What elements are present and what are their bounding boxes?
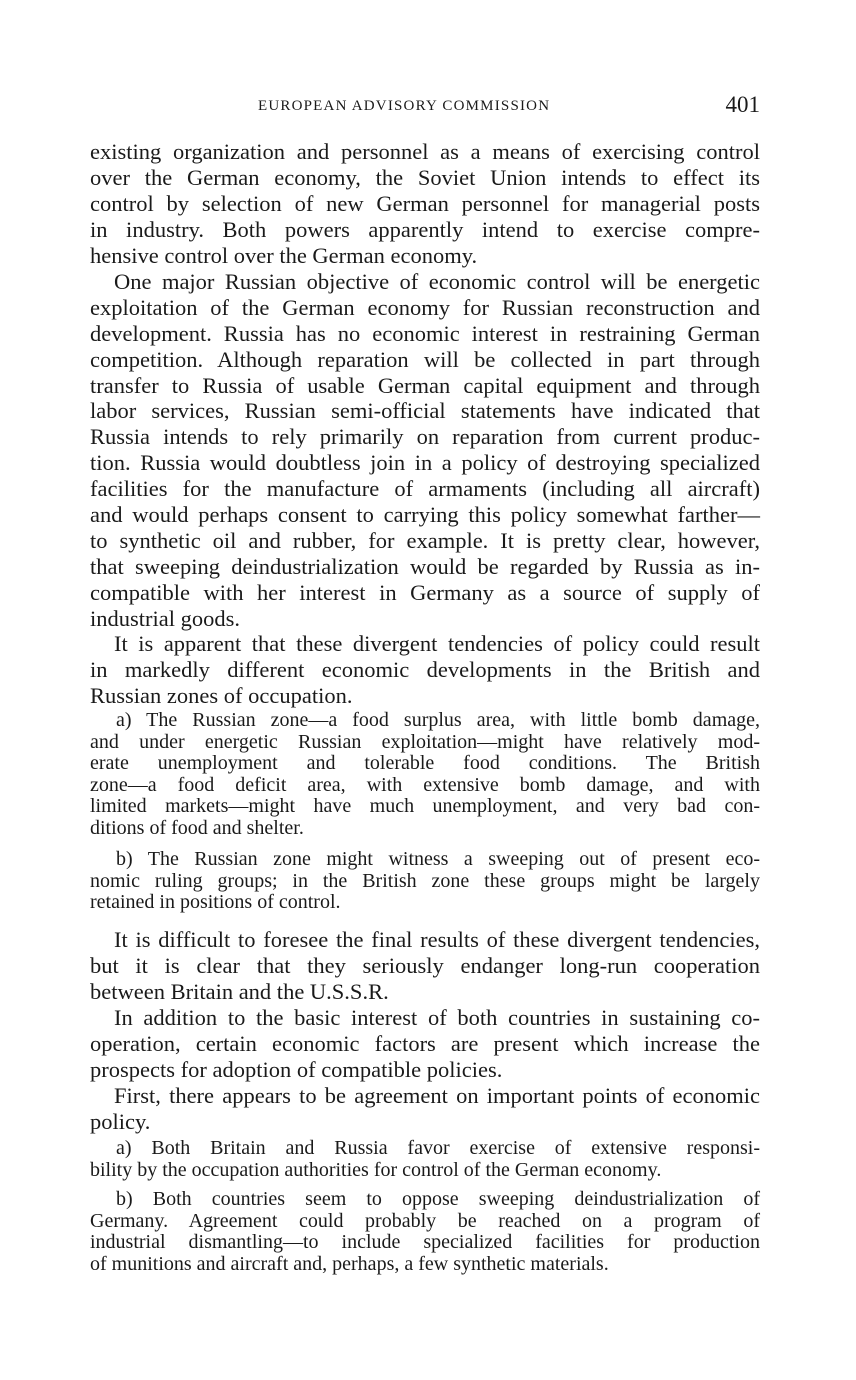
text-line: but it is clear that they seriously endanger long-run cooperation — [90, 952, 760, 978]
paragraph — [90, 927, 760, 1005]
paragraph — [90, 1083, 760, 1135]
text-line: bility by the occupation authorities for control of the German economy. — [90, 1158, 662, 1181]
list-item-b — [90, 1189, 760, 1275]
list-item-a — [90, 710, 760, 839]
text-line: erate unemployment and tolerable food conditions. The British — [90, 752, 760, 774]
text-line: facilities for the manufacture of armaments (including all aircraft) — [90, 476, 760, 502]
text-line: First, there appears to be agreement on important points of economic — [114, 1083, 760, 1108]
text-line: zone—a food deficit area, with extensive bomb damage, and with — [90, 773, 760, 796]
list-item-a — [90, 1138, 760, 1181]
text-line: operation, certain economic factors are present which increase the — [90, 1030, 760, 1056]
text-line: Russia intends to rely primarily on reparation from current produc- — [90, 424, 760, 450]
list-item-b — [90, 849, 760, 914]
text-line: compatible with her interest in Germany as a source of supply of — [90, 579, 760, 605]
running-header — [90, 92, 760, 122]
text-line: ditions of food and shelter. — [90, 816, 304, 839]
text-line: prospects for adoption of compatible policies. — [90, 1056, 503, 1082]
paragraph — [90, 1005, 760, 1083]
text-line: existing organization and personnel as a means of exercising control — [90, 139, 760, 164]
text-line: in markedly different economic developments in the British and — [90, 656, 760, 682]
text-line: competition. Although reparation will be collected in part through — [90, 346, 760, 372]
text-line: transfer to Russia of usable German capital equipment and through — [90, 372, 760, 398]
text-line: Russian zones of occupation. — [90, 682, 353, 708]
text-line: limited markets—might have much unemployment, and very bad con- — [90, 795, 760, 817]
text-line: between Britain and the U.S.S.R. — [90, 978, 389, 1004]
text-line: to synthetic oil and rubber, for example. It is pretty clear, however, — [90, 527, 760, 553]
text-line: tion. Russia would doubtless join in a policy of destroying specialized — [90, 450, 760, 476]
text-line: labor services, Russian semi-official statements have indicated that — [90, 398, 760, 424]
text-line: of munitions and aircraft and, perhaps, a few synthetic materials. — [90, 1252, 609, 1275]
text-line: Germany. Agreement could probably be reached on a program of — [90, 1209, 760, 1232]
running-title: EUROPEAN ADVISORY COMMISSION — [258, 98, 551, 114]
text-line: a) The Russian zone—a food surplus area, with little bomb damage, — [116, 709, 760, 731]
text-line: over the German economy, the Soviet Union intends to effect its — [90, 164, 760, 190]
text-line: nomic ruling groups; in the British zone these groups might be largely — [90, 869, 760, 892]
text-line: industrial dismantling—to include specialized facilities for production — [90, 1231, 760, 1253]
text-line: b) The Russian zone might witness a sweeping out of present eco- — [116, 848, 760, 870]
text-line: development. Russia has no economic interest in restraining German — [90, 320, 760, 346]
text-line: control by selection of new German personnel for managerial posts — [90, 190, 760, 216]
text-line: hensive control over the German economy. — [90, 242, 478, 268]
text-line: in industry. Both powers apparently intend to exercise compre- — [90, 216, 760, 242]
text-line: It is difficult to foresee the final results of these divergent tendencies, — [114, 927, 760, 952]
text-line: industrial goods. — [90, 605, 240, 631]
paragraph — [90, 139, 760, 268]
page-number: 401 — [725, 92, 760, 117]
text-line: and would perhaps consent to carrying this policy somewhat farther— — [90, 502, 760, 528]
text-line: retained in positions of control. — [90, 891, 341, 913]
text-line: It is apparent that these divergent tendencies of policy could result — [114, 631, 760, 656]
text-line: One major Russian objective of economic control will be energetic — [114, 269, 760, 294]
text-line: exploitation of the German economy for Russian reconstruction and — [90, 294, 760, 320]
text-line: b) Both countries seem to oppose sweeping deindustrialization of — [116, 1188, 760, 1210]
paragraph — [90, 631, 760, 709]
text-line: that sweeping deindustrialization would be regarded by Russia as in- — [90, 553, 760, 579]
text-line: and under energetic Russian exploitation—might have relatively mod- — [90, 730, 760, 753]
text-line: In addition to the basic interest of both countries in sustaining co- — [114, 1005, 760, 1030]
text-line: a) Both Britain and Russia favor exercise of extensive responsi- — [116, 1137, 760, 1159]
paragraph — [90, 269, 760, 631]
text-line: policy. — [90, 1108, 151, 1134]
